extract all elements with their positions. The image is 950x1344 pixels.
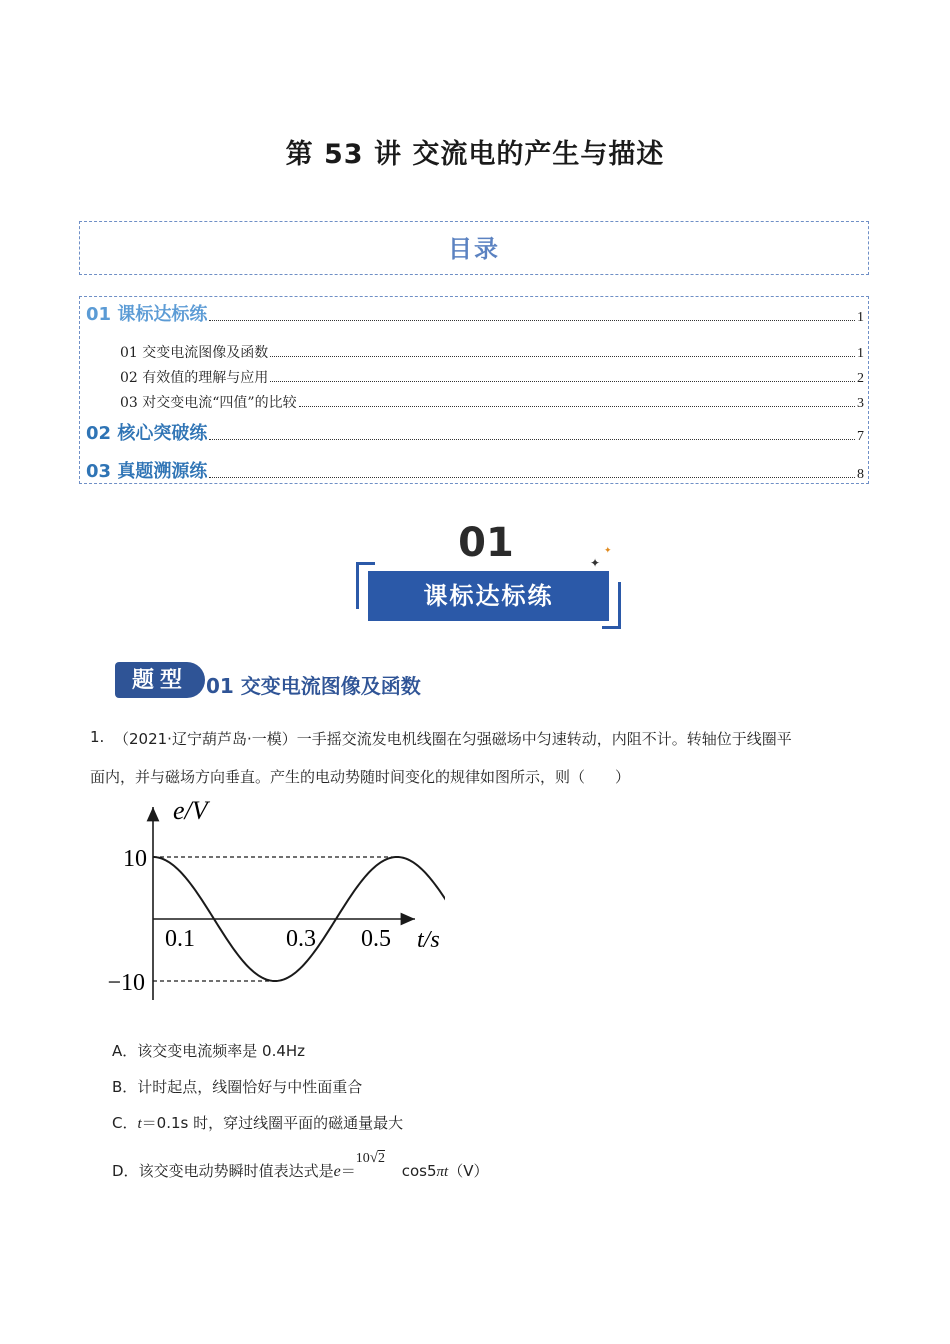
- option-c[interactable]: [112, 1112, 403, 1133]
- toc-leader-dots: [209, 476, 855, 478]
- option-letter: C．: [112, 1114, 138, 1132]
- toc-leader-dots: [270, 380, 855, 382]
- section-number: 01: [458, 520, 514, 566]
- y-axis-label: e/V: [173, 796, 208, 825]
- toc-entry-6[interactable]: [86, 457, 864, 483]
- toc-entry-3[interactable]: [120, 367, 864, 387]
- toc-entry-label: 03 对交变电流“四值”的比较: [120, 395, 297, 411]
- toc-page-number: 1: [857, 310, 864, 325]
- option-d[interactable]: [112, 1148, 488, 1184]
- option-a[interactable]: [112, 1040, 305, 1061]
- option-text: 该交变电动势瞬时值表达式是: [138, 1162, 334, 1180]
- option-text: ＝0.1s 时，穿过线圈平面的磁通量最大: [141, 1114, 404, 1132]
- toc-entry-2[interactable]: [120, 342, 864, 362]
- toc-page-number: 1: [857, 346, 864, 361]
- sqrt-icon: √: [369, 1150, 378, 1166]
- y-tick-neg10: −10: [107, 970, 145, 996]
- question-type-title: 01 交变电流图像及函数: [206, 674, 421, 698]
- toc-leader-dots: [270, 355, 855, 357]
- toc-heading: 目录: [79, 221, 869, 275]
- toc-leader-dots: [209, 438, 855, 440]
- toc-leader-dots: [209, 319, 855, 321]
- toc-entry-label: 02 核心突破练: [86, 423, 208, 444]
- toc-entry-label: 02 有效值的理解与应用: [120, 370, 269, 386]
- option-text: 计时起点，线圈恰好与中性面重合: [137, 1078, 363, 1096]
- toc-entry-1[interactable]: [86, 300, 864, 326]
- section-label: 课标达标练: [368, 571, 609, 621]
- option-letter: B．: [112, 1078, 138, 1096]
- x-tick-0.5: 0.5: [361, 926, 391, 952]
- amplitude-radicand: 2: [377, 1151, 385, 1166]
- x-axis-label: t/s: [417, 927, 440, 953]
- toc-entry-5[interactable]: [86, 419, 864, 445]
- toc-page-number: 2: [857, 371, 864, 386]
- option-letter: D．: [112, 1162, 139, 1180]
- sparkle-small-icon: ✦: [604, 546, 612, 556]
- question-type-tag: 题型: [115, 662, 205, 698]
- option-equals: ＝: [340, 1162, 356, 1180]
- x-tick-0.1: 0.1: [165, 926, 195, 952]
- toc-page-number: 8: [857, 467, 864, 482]
- question-stem-line2: 面内，并与磁场方向垂直。产生的电动势随时间变化的规律如图所示，则（ ）: [90, 768, 631, 786]
- toc-entry-4[interactable]: [120, 392, 864, 412]
- option-unit: （V）: [448, 1162, 489, 1180]
- amplitude-expression: [356, 1150, 402, 1167]
- toc-page-number: 3: [857, 396, 864, 411]
- option-pi: π: [436, 1164, 445, 1180]
- toc-leader-dots: [299, 405, 855, 407]
- page-title: 第 53 讲 交流电的产生与描述: [285, 139, 665, 170]
- option-variable-t: t: [137, 1116, 142, 1132]
- option-cos-term: cos5: [401, 1162, 437, 1180]
- toc-entry-label: 01 课标达标练: [86, 304, 208, 325]
- emf-time-graph: [95, 795, 445, 1010]
- option-letter: A．: [112, 1042, 138, 1060]
- toc-entry-label: 03 真题溯源练: [86, 461, 208, 482]
- amplitude-coefficient: 10: [355, 1151, 370, 1166]
- toc-page-number: 7: [857, 429, 864, 444]
- option-variable-e: e: [333, 1163, 341, 1180]
- option-b[interactable]: [112, 1076, 362, 1097]
- question-number: 1.: [90, 728, 105, 746]
- option-variable-t: t: [444, 1164, 449, 1180]
- option-text: 该交变电流频率是 0.4Hz: [137, 1042, 306, 1060]
- question-stem-line1: （2021·辽宁葫芦岛·一模）一手摇交流发电机线圈在匀强磁场中匀速转动，内阻不计。转轴位于线圈平: [114, 730, 792, 748]
- x-tick-0.3: 0.3: [286, 926, 316, 952]
- toc-entry-label: 01 交变电流图像及函数: [120, 345, 269, 361]
- sparkle-icon: ✦: [590, 556, 601, 570]
- y-tick-10: 10: [123, 846, 147, 872]
